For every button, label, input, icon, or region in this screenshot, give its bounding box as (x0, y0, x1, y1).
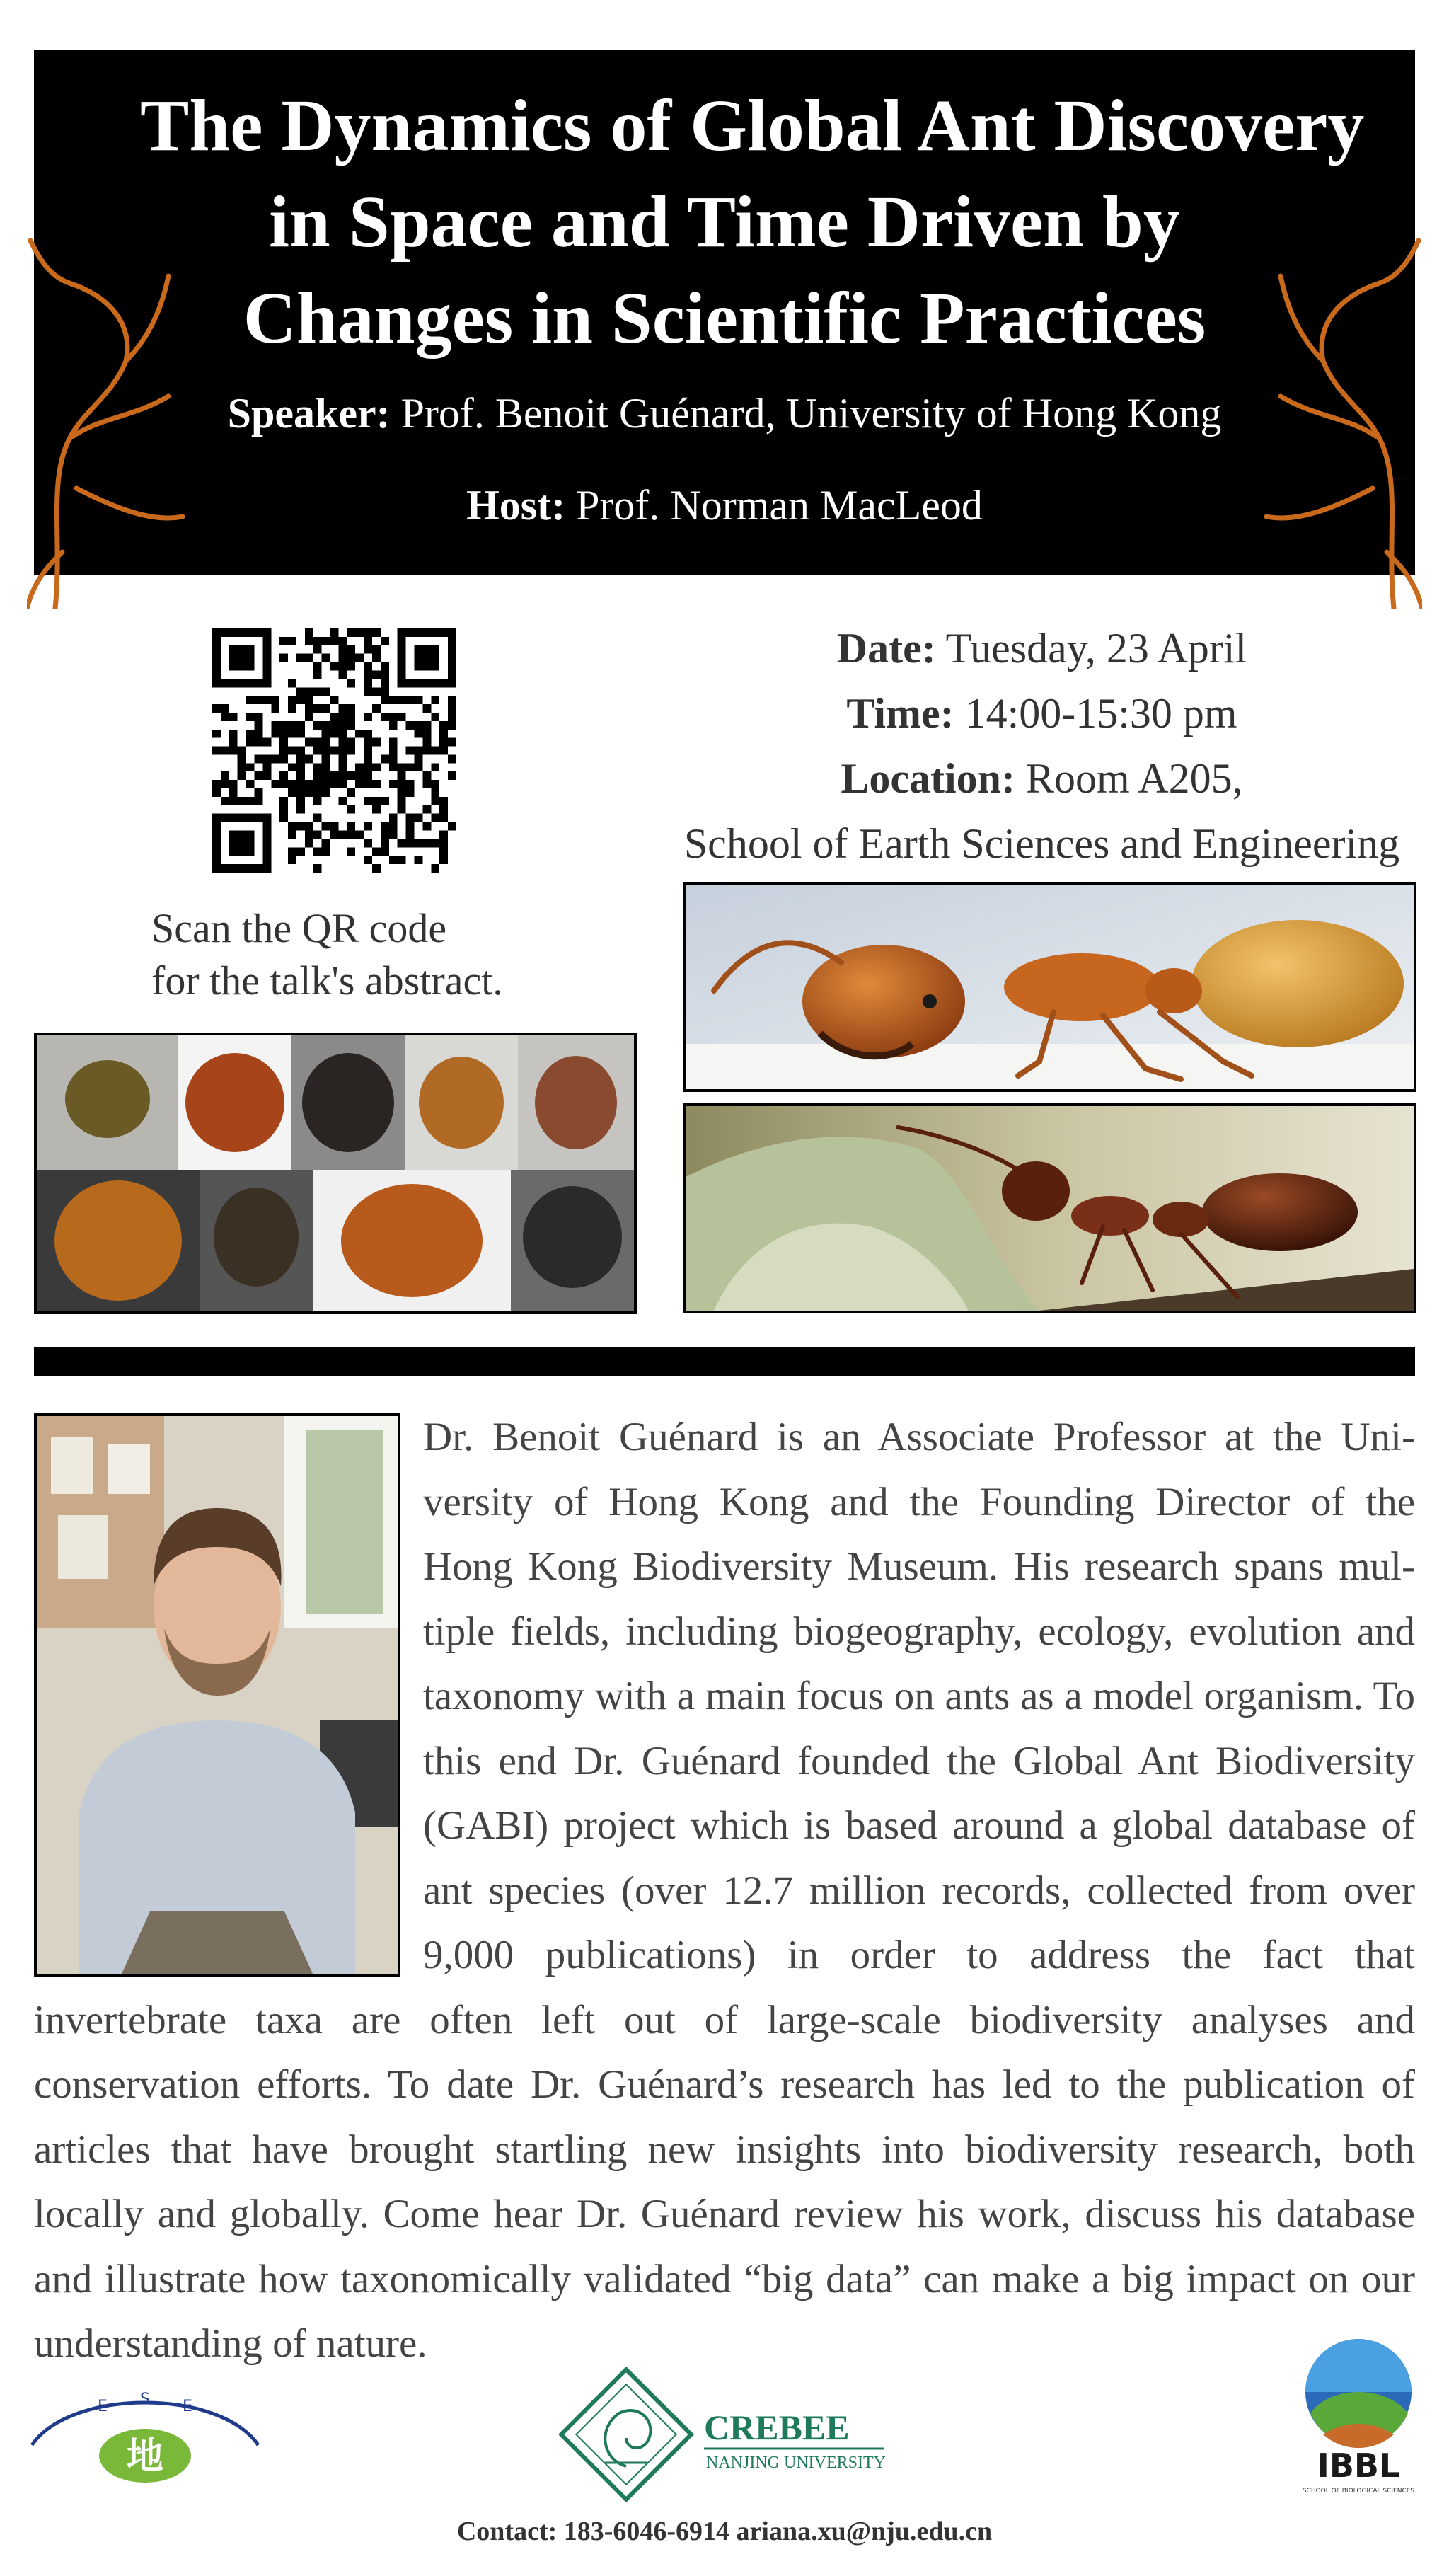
time-line (665, 681, 1419, 746)
ibbl-name: IBBL (1317, 2446, 1400, 2485)
qr-caption-line-1: Scan the QR code (151, 905, 447, 951)
host-label: Host: (466, 482, 566, 529)
ese-letter-2: S (140, 2391, 150, 2408)
date-label: Date: (836, 625, 936, 672)
qr-code[interactable] (212, 628, 456, 873)
title-line-2: in Space and Time Driven by (269, 181, 1180, 263)
contact-line: Contact: 183-6046-6914 ariana.xu@nju.edu.cn (456, 2517, 993, 2546)
title-line-3: Changes in Scientific Practices (243, 277, 1206, 359)
time-value: 14:00-15:30 pm (954, 690, 1237, 737)
ant-photo-1 (683, 882, 1416, 1092)
speaker-label: Speaker: (227, 390, 391, 437)
ant-head-mosaic (34, 1033, 637, 1314)
ese-logo (28, 2367, 262, 2495)
header-banner (34, 50, 1415, 575)
ibbl-sub: SCHOOL OF BIOLOGICAL SCIENCES (1302, 2488, 1415, 2495)
talk-title (140, 78, 1365, 367)
speaker-bio (34, 1405, 1415, 2376)
ese-glyph: 地 (126, 2435, 164, 2478)
section-divider (34, 1347, 1415, 1376)
speaker-line (34, 389, 1415, 438)
qr-caption (151, 902, 503, 1007)
bio-image-spacer (34, 1405, 423, 1985)
location-label: Location: (841, 755, 1015, 802)
date-value: Tuesday, 23 April (935, 625, 1247, 672)
location-line (665, 746, 1419, 811)
host-line (34, 481, 1415, 530)
event-info (665, 616, 1419, 876)
speaker-value: Prof. Benoit Guénard, University of Hong Kong (390, 390, 1222, 437)
time-label: Time: (846, 690, 954, 737)
title-line-1: The Dynamics of Global Ant Discovery (140, 85, 1365, 166)
crebee-logo (559, 2367, 899, 2505)
qr-caption-line-2: for the talk's abstract. (151, 958, 503, 1004)
ese-letter-1: E (98, 2398, 108, 2415)
location-value: Room A205, (1015, 755, 1243, 802)
ibbl-logo (1295, 2335, 1422, 2512)
ant-photo-2 (683, 1103, 1416, 1313)
crebee-sub: NANJING UNIVERSITY (706, 2454, 886, 2472)
crebee-name: CREBEE (704, 2408, 850, 2447)
host-value: Prof. Norman MacLeod (565, 482, 983, 529)
ese-letter-3: E (183, 2398, 192, 2415)
date-line (665, 616, 1419, 681)
location-line-2: School of Earth Sciences and Engineering (683, 820, 1400, 867)
bio-text: Dr. Benoit Guénard is an Associate Professor at the University of Hong Kong and the Founding Director of the Hong Kong Biodiversity Museum. His research spans multiple fields, including biogeography, ecology, evolution and taxonomy with a main focus on ants as a model organism. To this end Dr. Guénard founded the Global Ant Biodiversity (GABI) project which is based around a global database of ant species (over 12.7 million records, collected from over 9,000 publications) in order to address the fact that invertebrate taxa are often left out of large-scale biodiversity analyses and conservation efforts. To date Dr. Guénard’s research has led to the publication of articles that have brought startling new insights into biodiversity research, both locally and globally. Come hear Dr. Guénard review his work, discuss his database and illustrate how taxonomically validated “big data” can make a big impact on our understanding of nature. (34, 1415, 1415, 2366)
